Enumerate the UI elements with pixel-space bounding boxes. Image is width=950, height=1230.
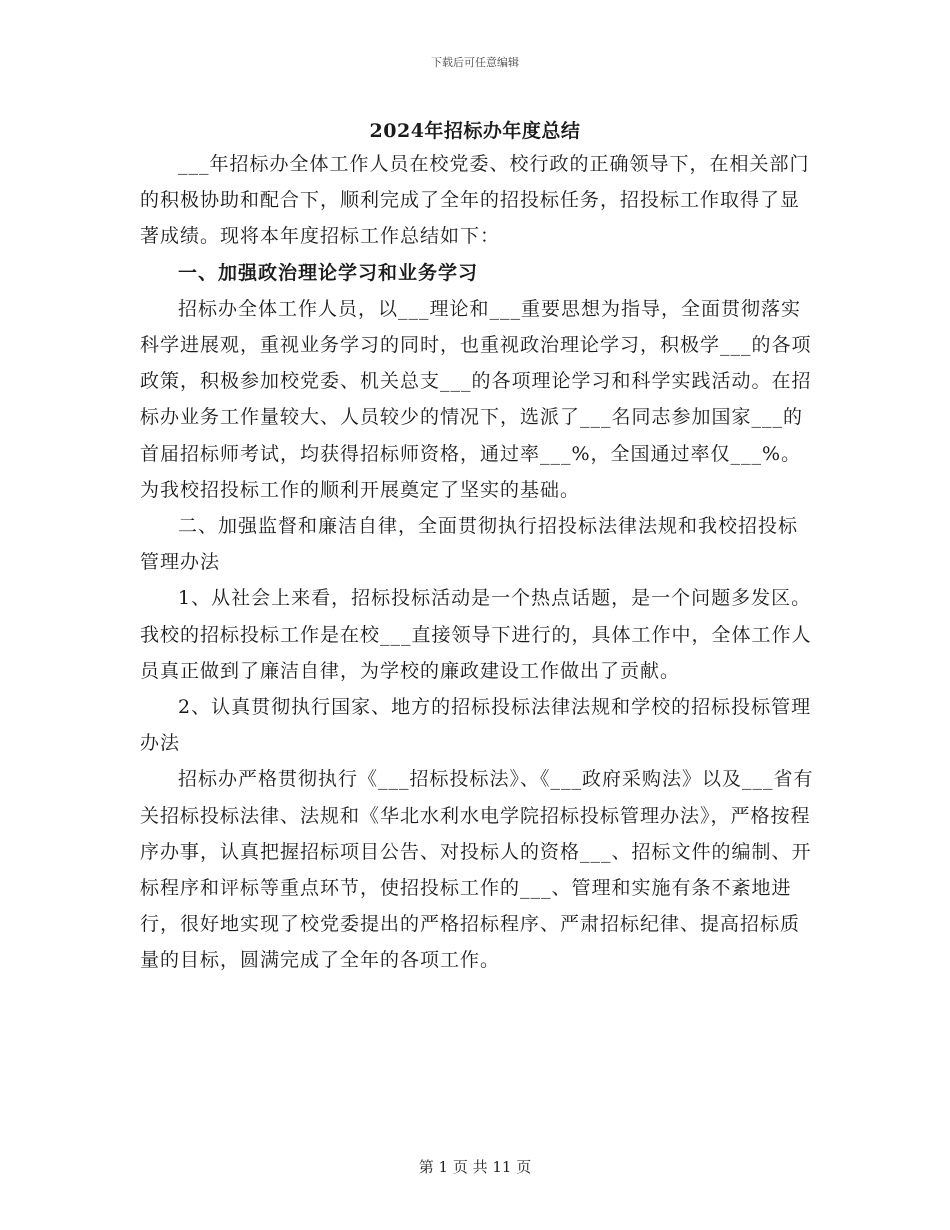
section-2-item-2: 2、认真贯彻执行国家、地方的招标投标法律法规和学校的招标投标管理办法 (140, 696, 812, 755)
intro-paragraph: ___年招标办全体工作人员在校党委、校行政的正确领导下，在相关部门的积极协助和配合下，顺利完成了全年的招投标任务，招投标工作取得了显著成绩。现将本年度招标工作总结如下： (140, 153, 810, 248)
page-header-note: 下载后可任意编辑 (431, 56, 519, 69)
section-2-paragraph: 招标办严格贯彻执行《___招标投标法》、《___政府采购法》以及___省有关招标投标法律、法规和《华北水利水电学院招标投标管理办法》，严格按程序办事，认真把握招标项目公告、对投标人的资格___、招标文件的编制、开标程序和评标等重点环节，使招投标工作的___、管理和实施有条不紊地进行，很好地实现了校党委提出的严格招标程序、严肃招标纪律、提高招标质量的目标，圆满完成了全年的各项工作。 (140, 768, 814, 972)
section-2-item-1: 1、从社会上来看，招标投标活动是一个热点话题，是一个问题多发区。我校的招标投标工作是在校___直接领导下进行的，具体工作中，全体工作人员真正做到了廉洁自律，为学校的廉政建设工作做出了贡献。 (140, 587, 812, 682)
page-number: 第 1 页 共 11 页 (418, 1158, 532, 1176)
document-title: 2024年招标办年度总结 (369, 120, 581, 142)
section-heading-2: 二、加强监督和廉洁自律，全面贯彻执行招投标法律法规和我校招投标管理办法 (140, 515, 799, 574)
section-1-paragraph: 招标办全体工作人员，以___理论和___重要思想为指导，全面贯彻落实科学进展观，重视业务学习的同时，也重视政治理论学习，积极学___的各项政策，积极参加校党委、机关总支___的各项理论学习和科学实践活动。在招标办业务工作量较大、人员较少的情况下，选派了___名同志参加国家___的首届招标师考试，均获得招标师资格，通过率___%，全国通过率仅___%。为我校招投标工作的顺利开展奠定了坚实的基础。 (140, 297, 812, 501)
document-body (140, 146, 815, 979)
section-heading-1: 一、加强政治理论学习和业务学习 (178, 261, 479, 284)
